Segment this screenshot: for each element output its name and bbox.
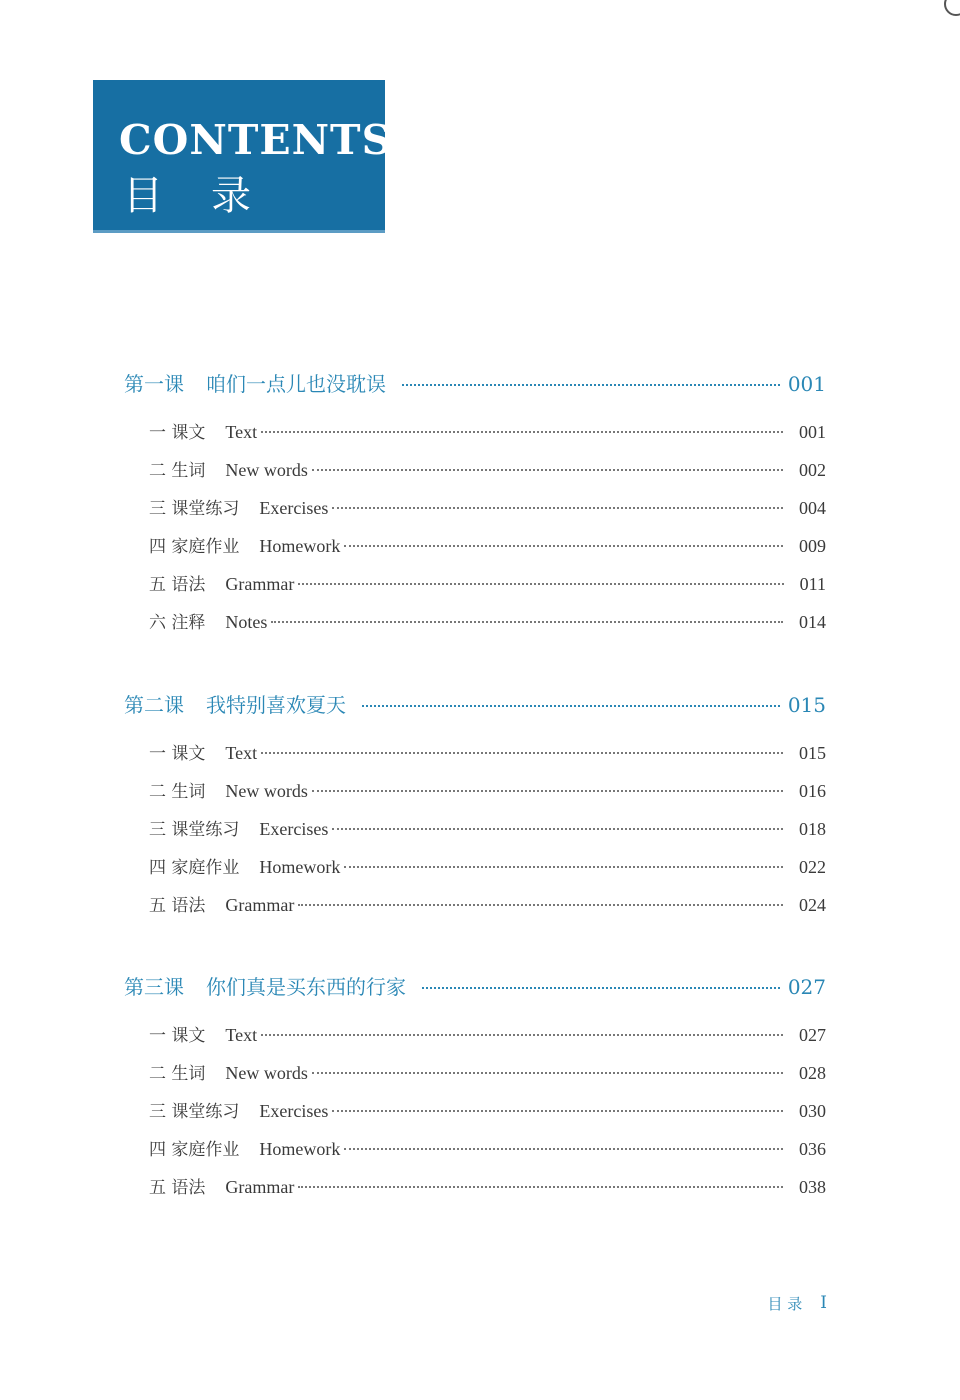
toc-item-page: 027 [799, 1025, 826, 1045]
dot-leader [344, 1148, 783, 1150]
toc-item-page: 001 [799, 422, 826, 442]
toc-item-page: 038 [799, 1177, 826, 1197]
toc-item[interactable] [124, 1135, 826, 1173]
corner-ring-decoration [944, 0, 960, 16]
toc-item-zh: 六 注释 [149, 613, 206, 633]
toc-item[interactable] [124, 815, 826, 853]
toc-item-page: 030 [799, 1101, 826, 1121]
toc-item-zh: 四 家庭作业 [149, 537, 240, 557]
toc-item-page: 011 [799, 574, 826, 594]
contents-title-en: CONTENTS [119, 116, 393, 164]
lesson-number: 第一课 [124, 372, 184, 396]
toc-item[interactable] [124, 1097, 826, 1135]
toc-item-zh: 三 课堂练习 [149, 820, 240, 840]
toc-item-page: 009 [799, 536, 826, 556]
dot-leader [344, 545, 783, 547]
toc-item-en: Grammar [225, 574, 295, 594]
page-footer [768, 1293, 828, 1314]
toc-item[interactable] [124, 1173, 826, 1211]
toc-item-page: 014 [799, 612, 826, 632]
footer-label: 目 录 [767, 1295, 803, 1313]
toc-item-zh: 四 家庭作业 [149, 858, 240, 878]
toc-item[interactable] [124, 418, 826, 456]
toc-item[interactable] [124, 608, 826, 646]
toc-item-page: 016 [799, 781, 826, 801]
toc-item-page: 036 [799, 1139, 826, 1159]
toc-item[interactable] [124, 1021, 826, 1059]
toc-item-en: Notes [225, 612, 268, 632]
lesson-block [124, 689, 826, 929]
toc-item-en: Grammar [225, 1177, 295, 1197]
dot-leader [271, 621, 783, 623]
dot-leader [332, 507, 783, 509]
toc-item-zh: 二 生词 [149, 1064, 206, 1084]
lesson-items-list [124, 739, 826, 929]
dot-leader [261, 1034, 783, 1036]
toc-item-en: New words [225, 460, 308, 480]
toc-item-page: 002 [799, 460, 826, 480]
dot-leader [402, 384, 780, 386]
lesson-page-number: 015 [787, 693, 826, 717]
lesson-title-row[interactable] [124, 368, 826, 398]
dot-leader [344, 866, 783, 868]
toc-item-en: Homework [259, 536, 341, 556]
toc-item[interactable] [124, 532, 826, 570]
toc-item-zh: 三 课堂练习 [149, 1102, 240, 1122]
dot-leader [298, 904, 783, 906]
lesson-number: 第二课 [124, 693, 184, 717]
toc-item-en: Exercises [259, 1101, 329, 1121]
toc-item[interactable] [124, 456, 826, 494]
toc-item-zh: 五 语法 [149, 575, 206, 595]
lesson-number: 第三课 [124, 975, 184, 999]
dot-leader [261, 431, 783, 433]
lesson-block [124, 368, 826, 646]
toc-item-zh: 一 课文 [149, 744, 206, 764]
toc-item[interactable] [124, 853, 826, 891]
dot-leader [298, 1186, 783, 1188]
toc-item-en: Text [225, 422, 258, 442]
lesson-title: 我特别喜欢夏天 [206, 693, 346, 717]
lesson-title-row[interactable] [124, 689, 826, 719]
contents-header-box [93, 80, 393, 230]
toc-item-en: Homework [259, 857, 341, 877]
toc-item-en: Grammar [225, 895, 295, 915]
toc-item[interactable] [124, 570, 826, 608]
toc-item-zh: 二 生词 [149, 461, 206, 481]
toc-item-zh: 三 课堂练习 [149, 499, 240, 519]
toc-item-page: 022 [799, 857, 826, 877]
dot-leader [312, 469, 783, 471]
lesson-items-list [124, 418, 826, 646]
toc-item-zh: 一 课文 [149, 1026, 206, 1046]
toc-item[interactable] [124, 739, 826, 777]
contents-title-zh: 目录 [123, 173, 299, 219]
toc-item-zh: 一 课文 [149, 423, 206, 443]
dot-leader [332, 1110, 783, 1112]
toc-item-en: Exercises [259, 819, 329, 839]
dot-leader [261, 752, 783, 754]
toc-item-zh: 四 家庭作业 [149, 1140, 240, 1160]
lesson-block [124, 971, 826, 1211]
dot-leader [332, 828, 783, 830]
lesson-title-row[interactable] [124, 971, 826, 1001]
toc-item-page: 024 [799, 895, 826, 915]
toc-item[interactable] [124, 777, 826, 815]
dot-leader [422, 987, 780, 989]
lesson-page-number: 027 [787, 975, 826, 999]
toc-item-page: 004 [799, 498, 826, 518]
toc-item[interactable] [124, 494, 826, 532]
lesson-title: 你们真是买东西的行家 [206, 975, 406, 999]
toc-item-en: Text [225, 743, 258, 763]
dot-leader [362, 705, 780, 707]
toc-item-en: Exercises [259, 498, 329, 518]
toc-item-en: New words [225, 781, 308, 801]
toc-item-en: New words [225, 1063, 308, 1083]
dot-leader [298, 583, 783, 585]
toc-item[interactable] [124, 1059, 826, 1097]
dot-leader [312, 1072, 783, 1074]
toc-item-page: 018 [799, 819, 826, 839]
toc-item-en: Text [225, 1025, 258, 1045]
dot-leader [312, 790, 783, 792]
toc-item-zh: 五 语法 [149, 896, 206, 916]
toc-item[interactable] [124, 891, 826, 929]
toc-item-page: 015 [799, 743, 826, 763]
lesson-title: 咱们一点儿也没耽误 [206, 372, 386, 396]
lesson-items-list [124, 1021, 826, 1211]
toc-item-en: Homework [259, 1139, 341, 1159]
toc-item-zh: 二 生词 [149, 782, 206, 802]
toc-item-zh: 五 语法 [149, 1178, 206, 1198]
toc-item-page: 028 [799, 1063, 826, 1083]
lesson-page-number: 001 [787, 372, 826, 396]
footer-page-number: I [820, 1293, 827, 1313]
